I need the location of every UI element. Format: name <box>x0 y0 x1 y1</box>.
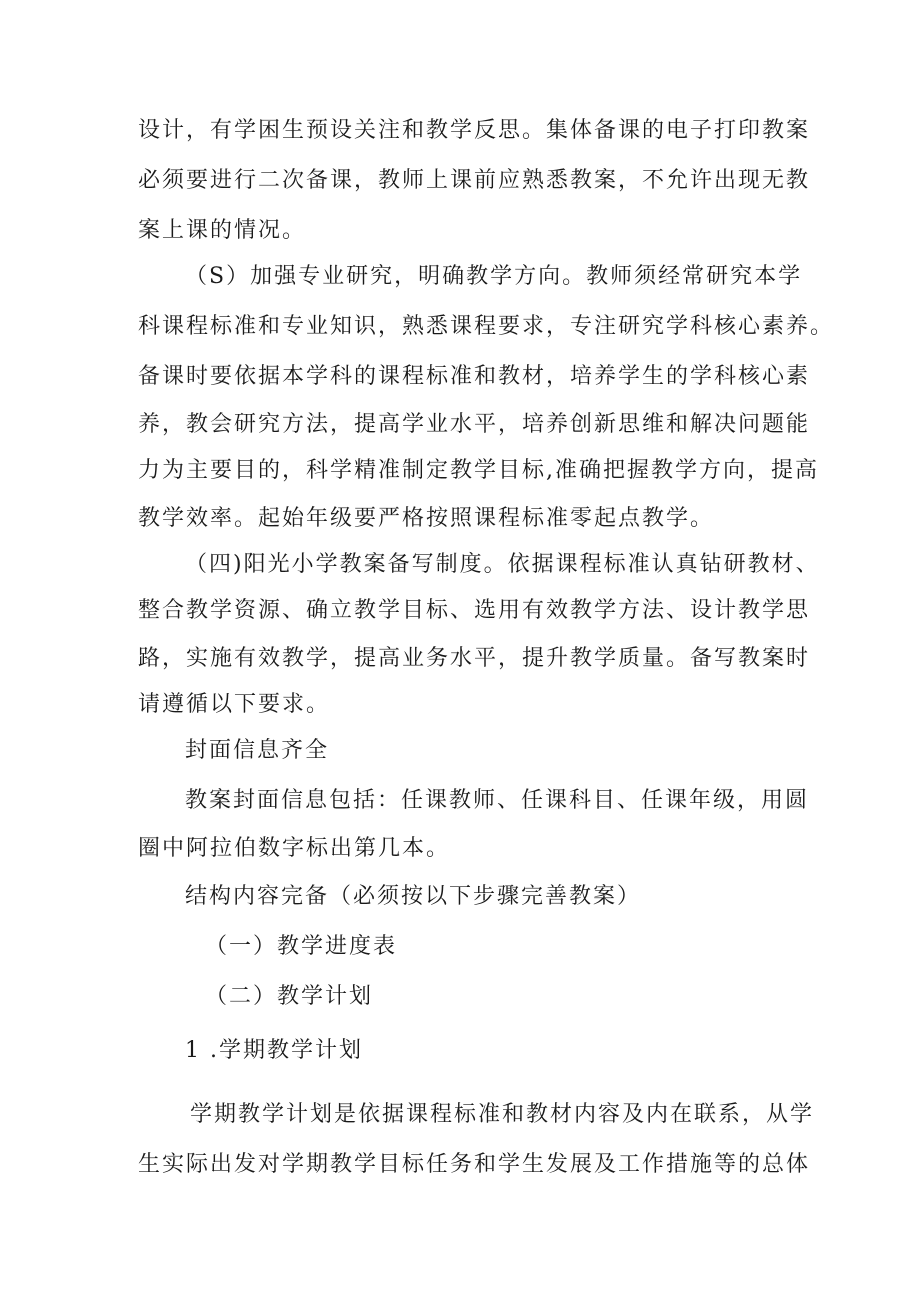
paragraph-line: 备课时要依据本学科的课程标准和教材，培养学生的学科核心素 <box>138 364 811 389</box>
paragraph-line: 养，教会研究方法，提高学业水平，培养创新思维和解决问题能 <box>138 412 811 437</box>
subheading-line: 封面信息齐全 <box>185 738 330 763</box>
paragraph-line: 路，实施有效教学，提高业务水平，提升教学质量。备写教案时 <box>138 646 811 671</box>
paragraph-line: 生实际出发对学期教学目标任务和学生发展及工作措施等的总体 <box>138 1152 811 1177</box>
paragraph-line: 案上课的情况。 <box>138 218 307 243</box>
section-heading-line: （四)阳光小学教案备写制度。依据课程标准认真钻研教材、 <box>185 552 820 577</box>
section-heading-line: （S）加强专业研究，明确教学方向。教师须经常研究本学 <box>185 264 803 289</box>
paragraph-line: 科课程标准和专业知识，熟悉课程要求，专注研究学科核心素养。 <box>138 314 835 339</box>
paragraph-line: 设计，有学困生预设关注和教学反思。集体备课的电子打印教案 <box>138 118 811 143</box>
paragraph-line: 学期教学计划是依据课程标准和教材内容及内在联系，从学 <box>190 1102 815 1127</box>
paragraph-line: 必须要进行二次备课，教师上课前应熟悉教案，不允许出现无教 <box>138 168 811 193</box>
paragraph-line: 请遵循以下要求。 <box>138 692 331 717</box>
list-item: （一）教学进度表 <box>205 934 398 959</box>
paragraph-line: 整合教学资源、确立教学目标、选用有效教学方法、设计教学思 <box>138 598 811 623</box>
subheading-line: 结构内容完备（必须按以下步骤完善教案） <box>185 884 642 909</box>
list-item: 1 .学期教学计划 <box>185 1038 363 1063</box>
list-item: （二）教学计划 <box>205 984 374 1009</box>
paragraph-line: 教案封面信息包括：任课教师、任课科目、任课年级，用圆 <box>185 788 810 813</box>
paragraph-line: 圈中阿拉伯数字标出第几本。 <box>138 836 451 861</box>
paragraph-line: 力为主要目的，科学精准制定教学目标,准确把握教学方向，提高 <box>138 458 819 483</box>
paragraph-line: 教学效率。起始年级要严格按照课程标准零起点教学。 <box>138 506 715 531</box>
